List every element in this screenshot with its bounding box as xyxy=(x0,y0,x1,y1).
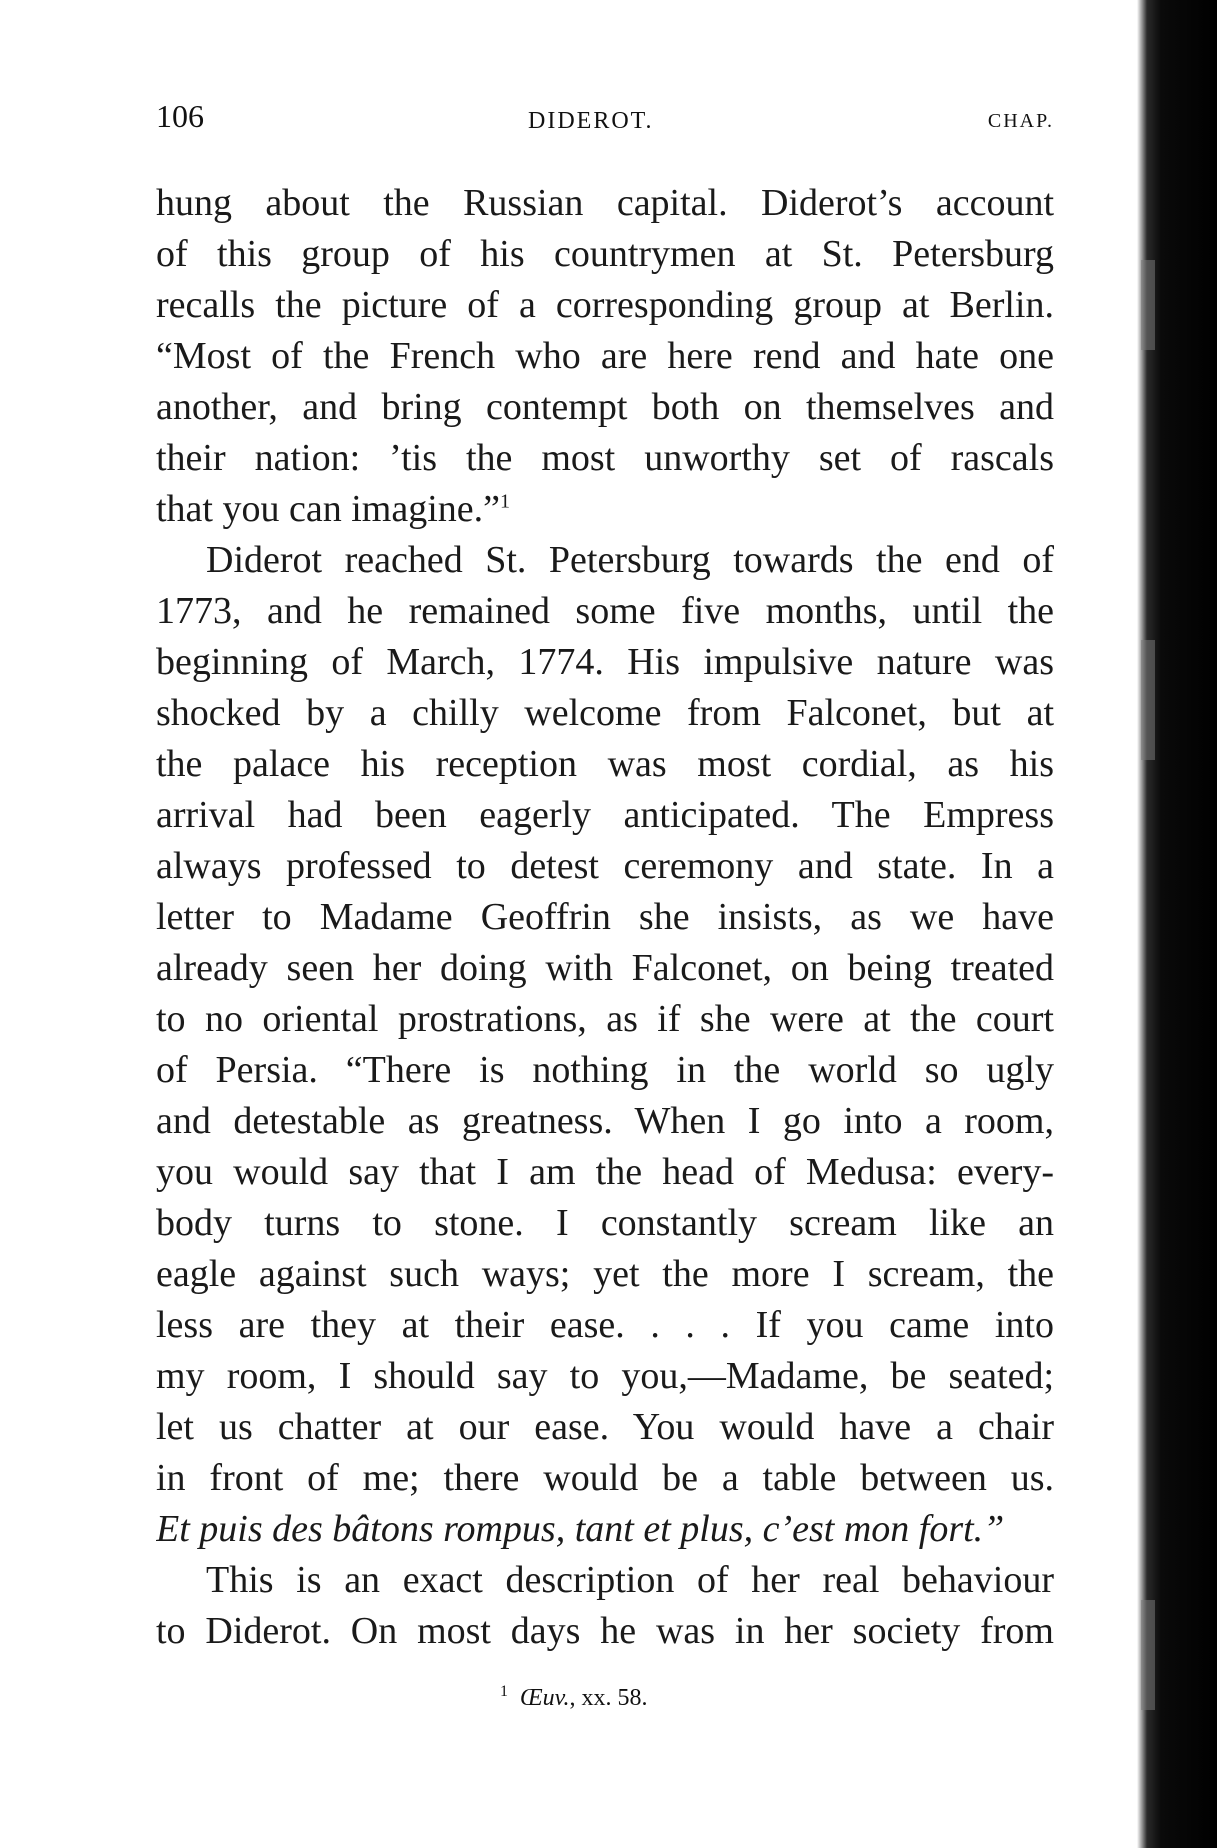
footnote-number: 1 xyxy=(500,1683,508,1700)
text-line: in front of me; there would be a table between us. xyxy=(156,1457,1054,1499)
text-line: letter to Madame Geoffrin she insists, as we have xyxy=(156,896,1054,938)
text-line: already seen her doing with Falconet, on being treated xyxy=(156,947,1054,989)
text-line: let us chatter at our ease. You would have a chair xyxy=(156,1406,1054,1448)
text-line: their nation: ’tis the most unworthy set of rascals xyxy=(156,437,1054,479)
footnote-work-title: Œuv. xyxy=(520,1685,570,1711)
text-line: beginning of March, 1774. His impulsive nature was xyxy=(156,641,1054,683)
text-line: body turns to stone. I constantly scream like an xyxy=(156,1202,1054,1244)
text-line: you would say that I am the head of Medusa: every- xyxy=(156,1151,1054,1193)
text-line-italic-quote: Et puis des bâtons rompus, tant et plus, c’est mon fort.” xyxy=(156,1508,1005,1550)
footnote-reference[interactable]: 1 xyxy=(500,490,510,513)
text-line: shocked by a chilly welcome from Falconet, but at xyxy=(156,692,1054,734)
scan-edge-speck xyxy=(1141,260,1155,350)
scan-edge-speck xyxy=(1141,1600,1155,1710)
text-line: to Diderot. On most days he was in her society from xyxy=(156,1610,1054,1652)
text-line: and detestable as greatness. When I go into a room, xyxy=(156,1100,1054,1142)
text-line: “Most of the French who are here rend and hate one xyxy=(156,335,1054,377)
body-text xyxy=(156,178,1054,1657)
text-line: to no oriental prostrations, as if she were at the court xyxy=(156,998,1054,1040)
text-line: This is an exact description of her real behaviour xyxy=(206,1559,1054,1601)
text-line: eagle against such ways; yet the more I scream, the xyxy=(156,1253,1054,1295)
text-line: recalls the picture of a corresponding group at Berlin. xyxy=(156,284,1054,326)
text-line: the palace his reception was most cordial, as his xyxy=(156,743,1054,785)
running-head xyxy=(156,98,1054,138)
text-line: of this group of his countrymen at St. Petersburg xyxy=(156,233,1054,275)
text-line xyxy=(156,484,1054,535)
footnote xyxy=(500,1683,648,1712)
text-line: Diderot reached St. Petersburg towards the end of xyxy=(206,539,1054,581)
page-number: 106 xyxy=(156,98,204,134)
text-line: arrival had been eagerly anticipated. The Empress xyxy=(156,794,1054,836)
chapter-label: CHAP. xyxy=(987,110,1054,132)
text-line: 1773, and he remained some five months, until the xyxy=(156,590,1054,632)
text-line: less are they at their ease. . . . If you came into xyxy=(156,1304,1054,1346)
text-line: of Persia. “There is nothing in the world so ugly xyxy=(156,1049,1054,1091)
footnote-citation: , xx. 58. xyxy=(569,1685,648,1711)
text-line-content: that you can imagine.” xyxy=(156,488,500,530)
text-line: always professed to detest ceremony and state. In a xyxy=(156,845,1054,887)
running-title: DIDEROT. xyxy=(528,108,654,134)
text-line: hung about the Russian capital. Diderot’s account xyxy=(156,182,1054,224)
scan-edge-speck xyxy=(1141,640,1155,760)
text-line: another, and bring contempt both on themselves and xyxy=(156,386,1054,428)
text-line: my room, I should say to you,—Madame, be seated; xyxy=(156,1355,1054,1397)
